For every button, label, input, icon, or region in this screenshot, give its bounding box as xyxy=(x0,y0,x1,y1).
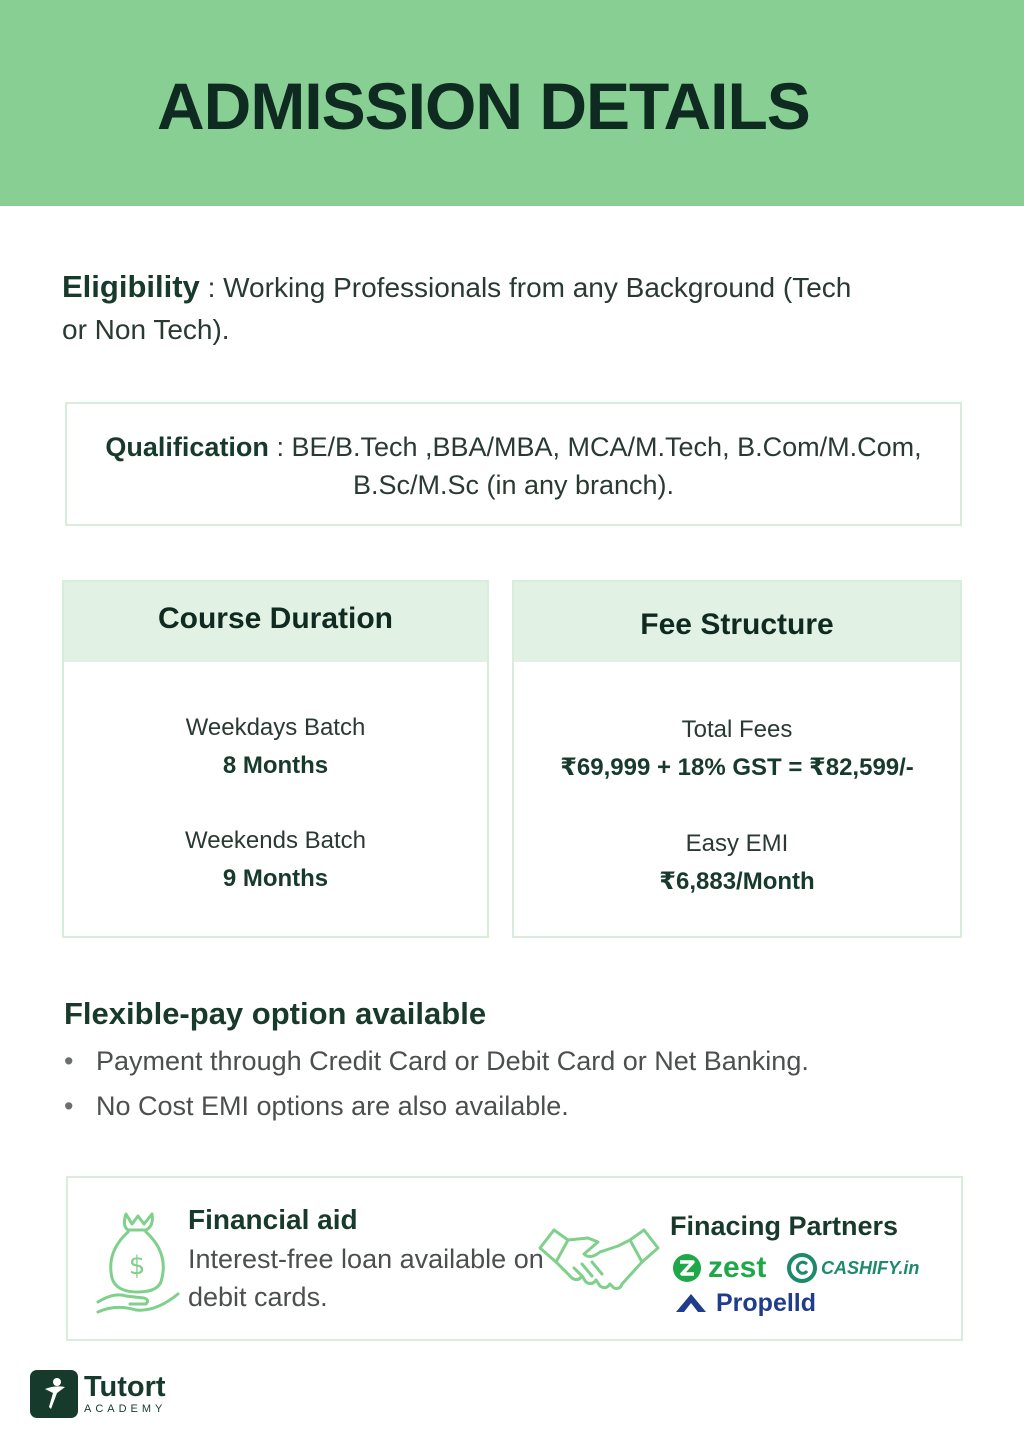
qualification-label: Qualification xyxy=(105,432,269,462)
eligibility-label: Eligibility xyxy=(62,269,200,304)
tutort-sub: ACADEMY xyxy=(84,1403,167,1415)
easy-emi-label: Easy EMI xyxy=(685,830,789,857)
propelld-logo-text: Propelld xyxy=(716,1289,817,1317)
bullet-icon: • xyxy=(64,1091,74,1121)
list-item xyxy=(64,1039,809,1084)
page-title: ADMISSION DETAILS xyxy=(157,69,810,143)
tutort-icon xyxy=(30,1370,78,1418)
total-fees-label: Total Fees xyxy=(681,716,793,743)
financial-aid-text: Interest-free loan available on debit cards. xyxy=(188,1244,544,1312)
eligibility-text: : Working Professionals from any Background (Tech or Non Tech). xyxy=(62,272,852,345)
propelld-icon xyxy=(674,1292,708,1314)
course-duration-header xyxy=(64,582,487,662)
flexible-pay-title: Flexible-pay option available xyxy=(64,996,487,1031)
weekends-batch-label: Weekends Batch xyxy=(185,827,366,854)
tutort-name: Tutort xyxy=(84,1371,166,1403)
zest-logo xyxy=(672,1250,766,1286)
fee-structure-card xyxy=(512,580,962,938)
financial-aid-box xyxy=(66,1176,963,1341)
cashify-logo xyxy=(786,1252,919,1284)
list-item-text: Payment through Credit Card or Debit Card or Net Banking. xyxy=(96,1046,809,1076)
list-item-text: No Cost EMI options are also available. xyxy=(96,1091,569,1121)
easy-emi-value: ₹6,883/Month xyxy=(659,868,815,895)
eligibility-paragraph xyxy=(62,266,882,351)
total-fees-value: ₹69,999 + 18% GST = ₹82,599/- xyxy=(560,754,914,781)
weekends-batch-value: 9 Months xyxy=(222,865,329,892)
financial-aid-title: Financial aid xyxy=(188,1204,358,1235)
bullet-icon: • xyxy=(64,1046,74,1076)
handshake-icon xyxy=(538,1218,660,1308)
tutort-wordmark xyxy=(84,1372,166,1416)
course-duration-title: Course Duration xyxy=(157,602,394,635)
money-bag-hand-icon xyxy=(96,1208,180,1314)
zest-logo-text: zest xyxy=(708,1251,767,1284)
cashify-logo-text: CASHIFY.in xyxy=(821,1258,920,1278)
zest-icon xyxy=(672,1253,702,1283)
flexible-pay-list xyxy=(64,1039,809,1129)
fee-structure-title: Fee Structure xyxy=(640,608,834,641)
course-duration-card xyxy=(62,580,489,938)
qualification-paragraph xyxy=(67,428,960,504)
cashify-icon xyxy=(786,1252,818,1284)
tutort-logo xyxy=(30,1370,166,1418)
qualification-box xyxy=(65,402,962,526)
weekdays-batch-label: Weekdays Batch xyxy=(185,714,366,741)
header-banner xyxy=(0,0,1024,206)
list-item xyxy=(64,1084,809,1129)
svg-text:$: $ xyxy=(128,1251,146,1281)
partners-title: Finacing Partners xyxy=(670,1211,899,1241)
fee-structure-header xyxy=(514,582,960,662)
weekdays-batch-value: 8 Months xyxy=(222,752,329,779)
qualification-text: : BE/B.Tech ,BBA/MBA, MCA/M.Tech, B.Com/M.Com, B.Sc/M.Sc (in any branch). xyxy=(268,432,922,500)
propelld-logo xyxy=(674,1286,816,1320)
